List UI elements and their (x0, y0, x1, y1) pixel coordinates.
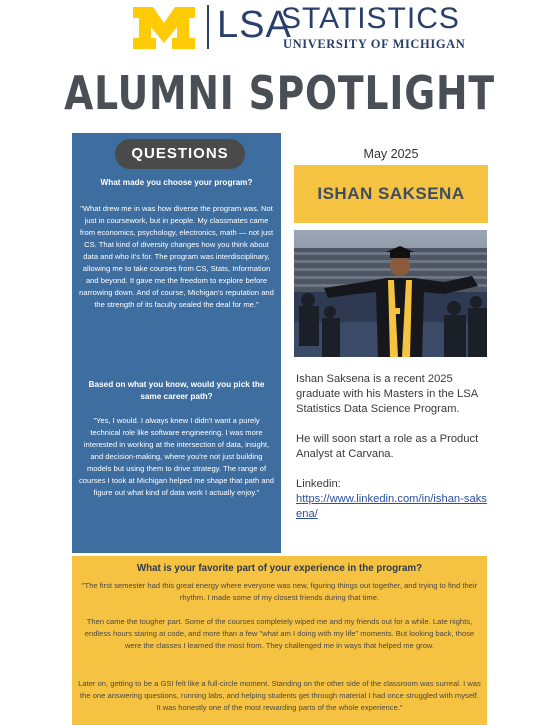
issue-date: May 2025 (363, 147, 419, 161)
lsa-wordmark: LSA (217, 4, 292, 46)
favorite-answer-2: Then came the tougher part. Some of the courses completely wiped me and my friends out for a while. Late nights, endless hours staring at code, and more than a few "what am I doing with my life" moments. But looking back, those were the classes I learned the most from. They challenged me in ways that helped me grow. (84, 617, 475, 650)
questions-panel (72, 133, 281, 553)
answer-1: "What drew me in was how diverse the program was. Not just in coursework, but in people. My classmates came from economics, psychology, electronics, math — not just CS. That kind of diversity changes how you think about data and who it's for. The program was interdisciplinary, allowing me to take courses from CS, Stats, Information and beyond. It gave me the freedom to explore before narrowing down. And of course, Michigan's reputation and the strength of its faculty sealed the deal for me." (79, 204, 274, 309)
header-divider (207, 5, 209, 49)
linkedin-label: Linkedin: (296, 478, 341, 490)
header (0, 0, 559, 60)
favorite-answer-1: "The first semester had this great energy where everyone was new, figuring things out together, and trying to find their rhythm. I made some of my closest friends during that time. (81, 581, 478, 602)
block-m-logo (131, 5, 197, 51)
alumni-name: ISHAN SAKSENA (294, 165, 488, 223)
favorite-answer-3: Later on, getting to be a GSI felt like a full-circle moment. Standing on the other side of the classroom was surreal. I was the one answering questions, running labs, and helping students get through material I had once struggled with myself. It was honestly one of the most rewarding parts of the whole experience." (78, 679, 481, 712)
bio (296, 372, 488, 522)
university-wordmark: UNIVERSITY OF MICHIGAN (283, 37, 466, 51)
statistics-wordmark: STATISTICS (281, 2, 460, 35)
favorite-question: What is your favorite part of your experience in the program? (136, 563, 423, 574)
questions-label: QUESTIONS (115, 139, 245, 169)
question-2: Based on what you know, would you pick the same career path? (88, 380, 265, 401)
answer-2: "Yes, I would. I always knew I didn't want a purely technical role like software engineering. I was more interested in working at the intersection of data, insight, and decision-making, where you're not just building models but using them to drive strategy. The range of courses I took at Michigan helped me shape that path and figure out what kind of data work I actually enjoy." (78, 416, 275, 497)
page-title: ALUMNI SPOTLIGHT (64, 66, 495, 120)
bio-paragraph-2: He will soon start a role as a Product Analyst at Carvana. (296, 433, 479, 460)
bio-paragraph-1: Ishan Saksena is a recent 2025 graduate with his Masters in the LSA Statistics Data Science Program. (296, 373, 478, 415)
graduation-photo (294, 230, 487, 357)
favorite-part-panel (72, 556, 487, 725)
question-1: What made you choose your program? (100, 178, 253, 187)
linkedin-link[interactable]: https://www.linkedin.com/in/ishan-saksena/ (296, 493, 487, 520)
